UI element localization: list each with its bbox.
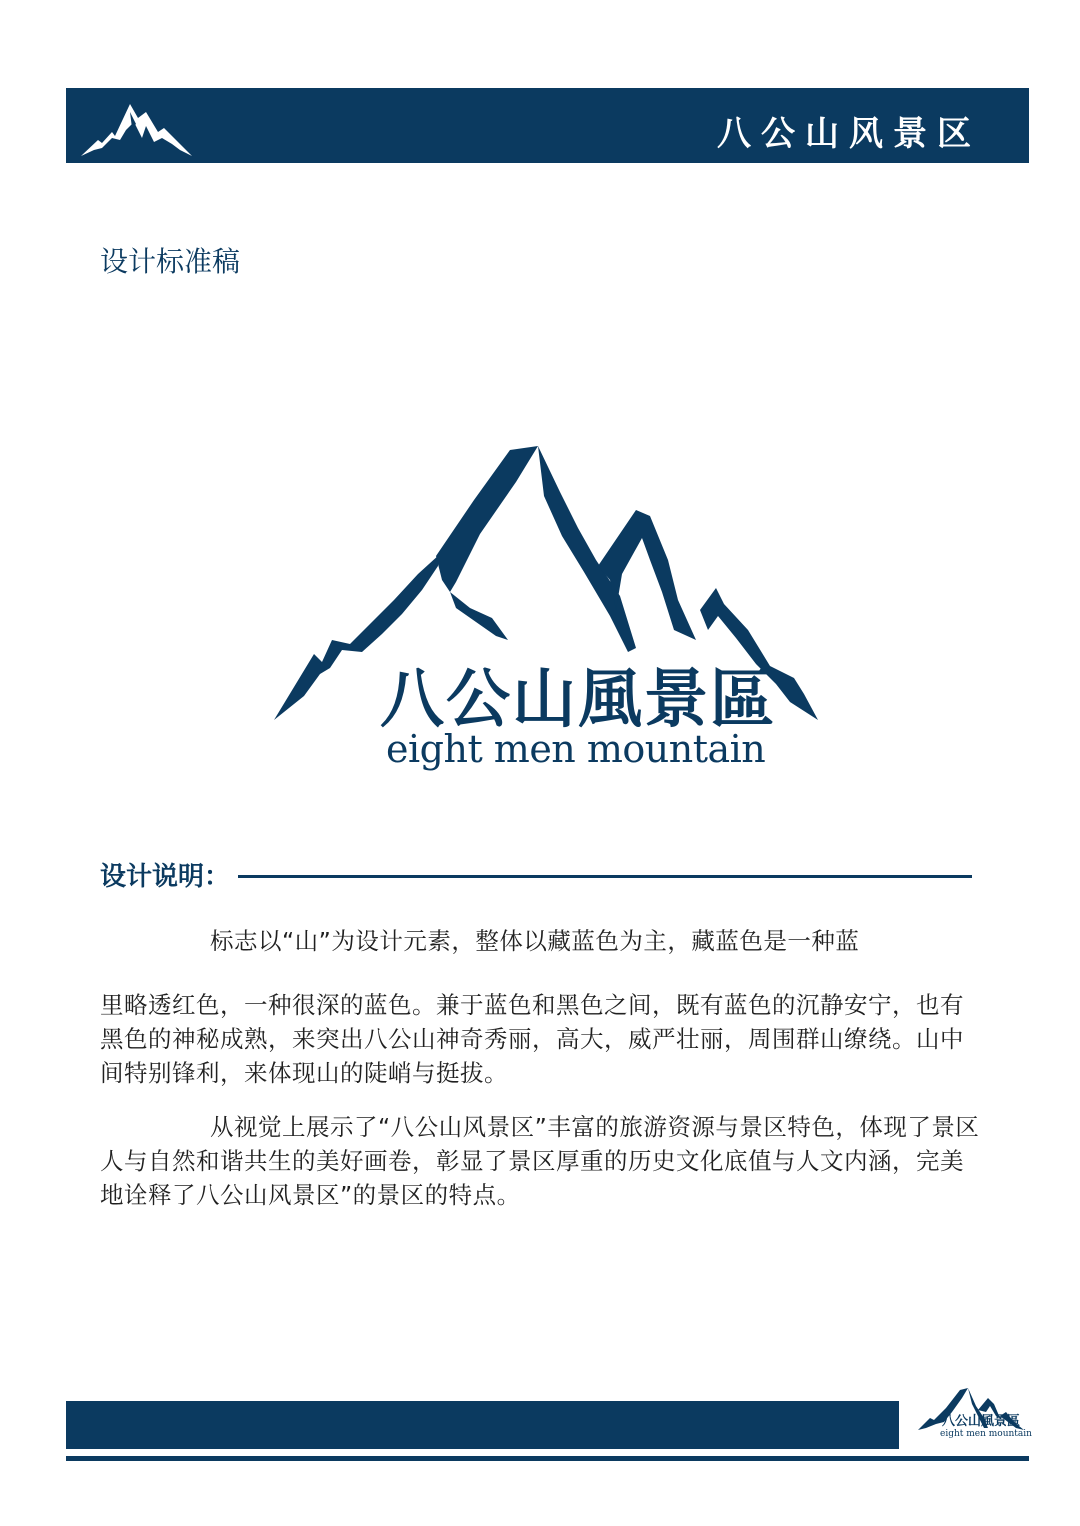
footer-divider <box>66 1456 1029 1461</box>
footer-band <box>66 1401 899 1449</box>
document-subtitle: 设计标准稿 <box>100 245 241 278</box>
logo-english-name: eight men mountain <box>386 727 766 771</box>
logo-chinese-name: 八公山風景區 <box>380 663 776 737</box>
header-band <box>66 88 1029 163</box>
footer-logo-english: eight men mountain <box>940 1429 1032 1439</box>
description-paragraph1-rest: 里略透红色，一种很深的蓝色。兼于蓝色和黑色之间，既有蓝色的沉静安宁，也有黑色的神秘成熟，来突出八公山神奇秀丽，高大，威严壮丽，周围群山缭绕。山中间特别锋利，来体现山的陡峭与挺拔。 <box>100 991 964 1087</box>
footer-logo <box>914 1384 1032 1450</box>
section-divider <box>238 875 972 878</box>
description-paragraph1-line1: 标志以“山”为设计元素，整体以藏蓝色为主，藏蓝色是一种蓝 <box>210 927 860 955</box>
footer-logo-chinese: 八公山風景區 <box>942 1414 1021 1429</box>
section-heading: 设计说明： <box>100 862 231 892</box>
mountain-logo-icon <box>76 94 196 158</box>
header-title: 八公山风景区 <box>717 114 981 154</box>
description-paragraph2: 从视觉上展示了“八公山风景区”丰富的旅游资源与景区特色，体现了景区人与自然和谐共生的美好画卷，彰显了景区厚重的历史文化底值与人文内涵，完美地诠释了八公山风景区”的景区的特点。 <box>100 1113 980 1209</box>
